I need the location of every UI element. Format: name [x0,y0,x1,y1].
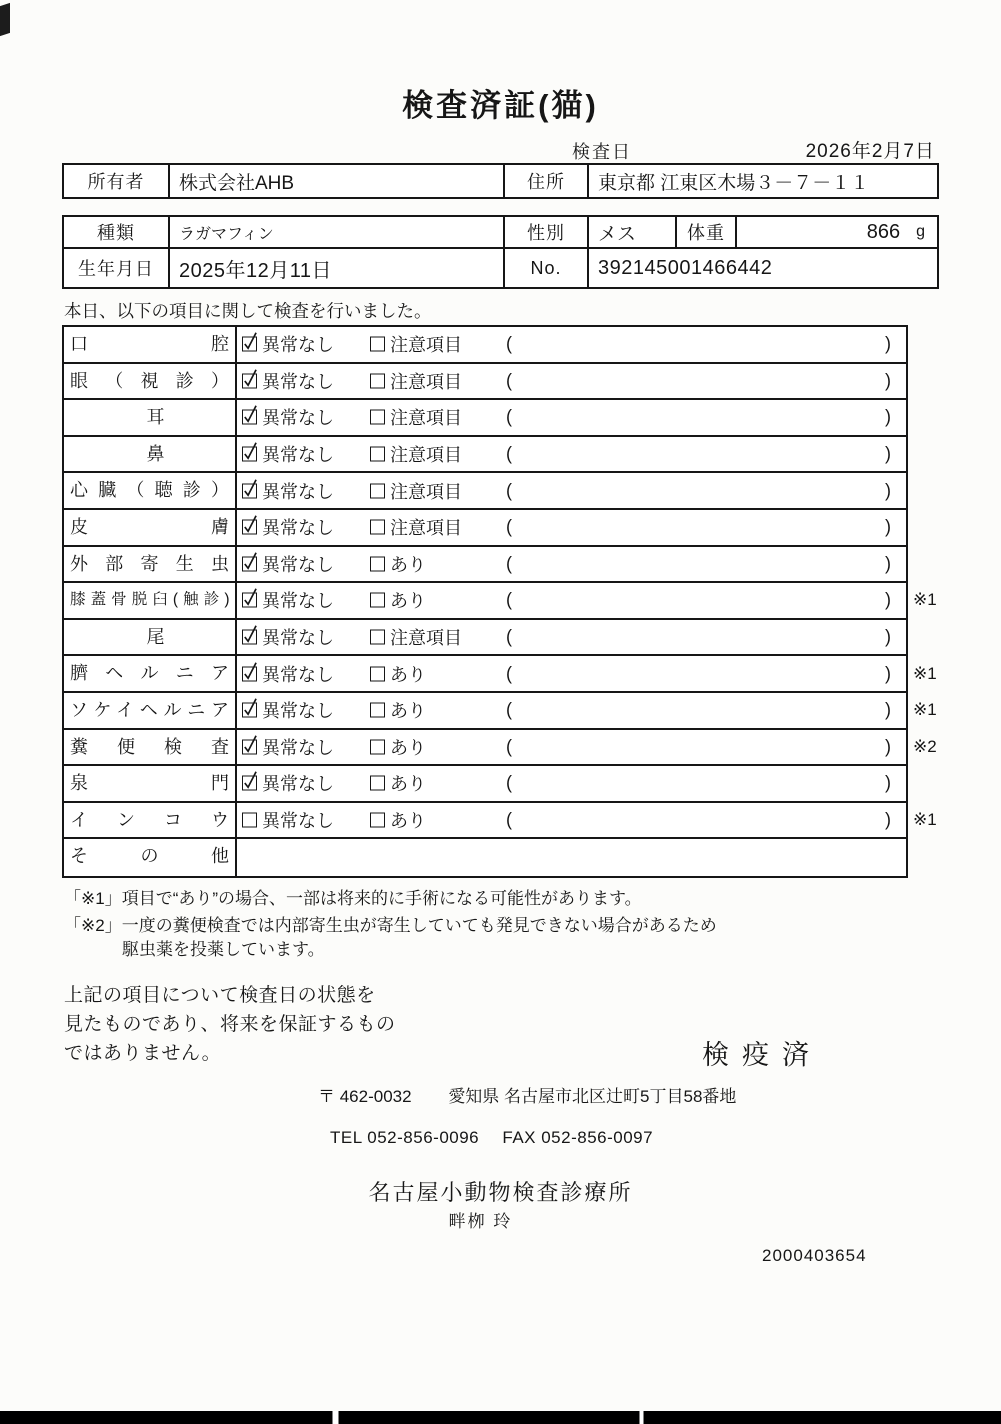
owner-row [64,165,937,197]
inspection-row-cryptorchidism [64,803,937,840]
paren-open: ( [506,406,512,427]
disclaimer-line-3: ではありません。 [64,1043,222,1064]
no-abnormality-label: 異常なし [262,701,334,722]
inspection-item-label: 皮膚 [64,510,237,545]
checkbox-no-abnormality [242,447,257,462]
checkbox-present [370,776,385,791]
caution-label: 注意項目 [390,445,462,466]
pet-row-2 [64,249,937,287]
checkbox-no-abnormality [242,813,257,828]
present-label: あり [390,664,426,685]
inspection-item-label: 眼（視診） [64,364,237,399]
row-note: ※1 [913,663,937,683]
inspection-row-external-parasites [64,547,906,584]
birthdate-value: 2025年12月11日 [170,249,505,287]
inspection-table [62,325,937,878]
paren-close: ) [885,443,891,464]
inspection-item-label: 心臓（聴診） [64,473,237,508]
clinic-address: 愛知県 名古屋市北区辻町5丁目58番地 [448,1087,737,1106]
inspection-item-label: その他 [64,839,237,876]
paren-open: ( [506,516,512,537]
paren-close: ) [885,699,891,720]
paren-open: ( [506,699,512,720]
paren-close: ) [885,516,891,537]
document-serial-number: 2000403654 [762,1246,867,1265]
number-label: No. [505,249,589,287]
checkbox-present [370,739,385,754]
checkbox-no-abnormality [242,520,257,535]
paren-open: ( [506,589,512,610]
inspection-item-label: 泉門 [64,766,237,801]
clinic-postal-code: 〒 462-0032 [318,1087,412,1106]
paren-close: ) [885,370,891,391]
clinic-tel: TEL 052-856-0096 [330,1128,480,1147]
checkbox-no-abnormality [242,666,257,681]
checkbox-no-abnormality [242,776,257,791]
footnote-1: 「※1」項目で“あり”の場合、一部は将来的に手術になる可能性があります。 [64,889,642,908]
quarantine-completed-stamp: 検疫済 [702,1040,822,1070]
document-title: 検査済証(猫) [402,88,599,123]
disclaimer-line-1: 上記の項目について検査日の状態を [64,985,376,1006]
caution-label: 注意項目 [390,481,462,502]
checkbox-caution [370,337,385,352]
paren-close: ) [885,553,891,574]
breed-label: 種類 [64,217,170,247]
paren-close: ) [885,589,891,610]
checkbox-no-abnormality [242,483,257,498]
no-abnormality-label: 異常なし [262,335,334,356]
inspection-item-label: インコウ [64,803,237,838]
no-abnormality-label: 異常なし [262,774,334,795]
checkbox-no-abnormality [242,630,257,645]
address-label: 住所 [505,165,589,197]
breed-value: ラガマフィン [170,217,505,247]
inspection-item-label: 膝蓋骨脱臼(触診) [64,583,237,618]
checkbox-caution [370,630,385,645]
paren-open: ( [506,736,512,757]
no-abnormality-label: 異常なし [262,408,334,429]
paren-open: ( [506,553,512,574]
no-abnormality-label: 異常なし [262,664,334,685]
inspection-row-eyes [64,364,906,401]
checkbox-no-abnormality [242,556,257,571]
paren-open: ( [506,626,512,647]
sex-value: メス [589,217,677,247]
inspection-row-fecal-exam [64,730,937,767]
inspection-row-heart [64,473,906,510]
inspection-row-skin [64,510,906,547]
caution-label: 注意項目 [390,518,462,539]
present-label: あり [390,737,426,758]
birthdate-label: 生年月日 [64,249,170,287]
no-abnormality-label: 異常なし [262,371,334,392]
row-note: ※1 [913,590,937,610]
no-abnormality-label: 異常なし [262,445,334,466]
inspection-row-fontanelle [64,766,906,803]
checkbox-caution [370,373,385,388]
inspection-item-label: 耳 [64,400,237,435]
clinic-address-line [318,1082,736,1107]
checkbox-present [370,666,385,681]
weight-label: 体重 [677,217,737,247]
checkbox-no-abnormality [242,593,257,608]
no-abnormality-label: 異常なし [262,737,334,758]
paren-close: ) [885,663,891,684]
present-label: あり [390,811,426,832]
present-label: あり [390,554,426,575]
no-abnormality-label: 異常なし [262,591,334,612]
checkbox-no-abnormality [242,703,257,718]
checkbox-no-abnormality [242,373,257,388]
disclaimer-line-2: 見たものであり、将来を保証するもの [64,1014,396,1035]
inspection-item-label: 外部寄生虫 [64,547,237,582]
veterinarian-name: 畔栁 玲 [448,1212,513,1231]
inspection-row-patella [64,583,937,620]
checkbox-caution [370,410,385,425]
weight-cell [737,217,937,247]
owner-label: 所有者 [64,165,170,197]
paren-open: ( [506,809,512,830]
exam-date-value: 2026年2月7日 [805,141,935,162]
inspection-item-label: 臍ヘルニア [64,656,237,691]
exam-date-label: 検査日 [572,142,632,162]
no-abnormality-label: 異常なし [262,811,334,832]
clinic-tel-fax-line [330,1128,653,1148]
inspection-row-other [64,839,906,876]
number-value: 392145001466442 [598,256,773,279]
paren-close: ) [885,333,891,354]
address-value: 東京都 江東区木場３－７－１１ [598,172,870,194]
paren-close: ) [885,809,891,830]
inspection-row-oral [64,327,906,364]
inspection-row-tail [64,620,906,657]
inspection-row-inguinal-hernia [64,693,937,730]
checkbox-caution [370,447,385,462]
inspection-item-label: 尾 [64,620,237,655]
paren-open: ( [506,333,512,354]
row-note: ※1 [913,810,937,830]
checkbox-present [370,593,385,608]
row-note: ※1 [913,700,937,720]
checkbox-no-abnormality [242,739,257,754]
clinic-fax: FAX 052-856-0097 [502,1128,654,1147]
footnote-2-line2: 駆虫薬を投薬しています。 [122,940,325,959]
checkbox-no-abnormality [242,410,257,425]
checkbox-present [370,813,385,828]
present-label: あり [390,701,426,722]
owner-table [62,163,939,199]
paren-close: ) [885,736,891,757]
paren-open: ( [506,772,512,793]
pet-row-1 [64,217,937,249]
checkbox-caution [370,483,385,498]
inspection-item-label: 鼻 [64,437,237,472]
paren-close: ) [885,772,891,793]
paren-open: ( [506,443,512,464]
scan-artifact-corner [0,3,10,37]
present-label: あり [390,774,426,795]
checkbox-no-abnormality [242,337,257,352]
paren-close: ) [885,626,891,647]
inspection-item-label: 口腔 [64,327,237,362]
statement-text: 本日、以下の項目に関して検査を行いました。 [64,301,432,321]
inspection-row-umbilical-hernia [64,656,937,693]
owner-value: 株式会社AHB [170,165,505,197]
paren-open: ( [506,480,512,501]
no-abnormality-label: 異常なし [262,518,334,539]
paren-open: ( [506,370,512,391]
inspection-item-label: ソケイヘルニア [64,693,237,728]
weight-value: 866 [866,220,901,243]
checkbox-present [370,703,385,718]
disclaimer-paragraph [64,981,396,1068]
paren-close: ) [885,406,891,427]
paren-close: ) [885,480,891,501]
weight-unit: g [916,223,925,240]
caution-label: 注意項目 [390,335,462,356]
row-note: ※2 [913,736,937,756]
caution-label: 注意項目 [390,628,462,649]
caution-label: 注意項目 [390,371,462,392]
no-abnormality-label: 異常なし [262,481,334,502]
pet-table [62,215,939,289]
scan-artifact-bottom-bar [0,1411,1001,1424]
footnote-2-line1: 「※2」一度の糞便検査では内部寄生虫が寄生していても発見できない場合があるため [64,916,717,935]
no-abnormality-label: 異常なし [262,554,334,575]
inspection-item-label: 糞便検査 [64,730,237,765]
paren-open: ( [506,663,512,684]
present-label: あり [390,591,426,612]
no-abnormality-label: 異常なし [262,628,334,649]
inspection-row-nose [64,437,906,474]
checkbox-present [370,556,385,571]
sex-label: 性別 [505,217,589,247]
caution-label: 注意項目 [390,408,462,429]
checkbox-caution [370,520,385,535]
clinic-name: 名古屋小動物検査診療所 [368,1180,633,1205]
inspection-row-ears [64,400,906,437]
